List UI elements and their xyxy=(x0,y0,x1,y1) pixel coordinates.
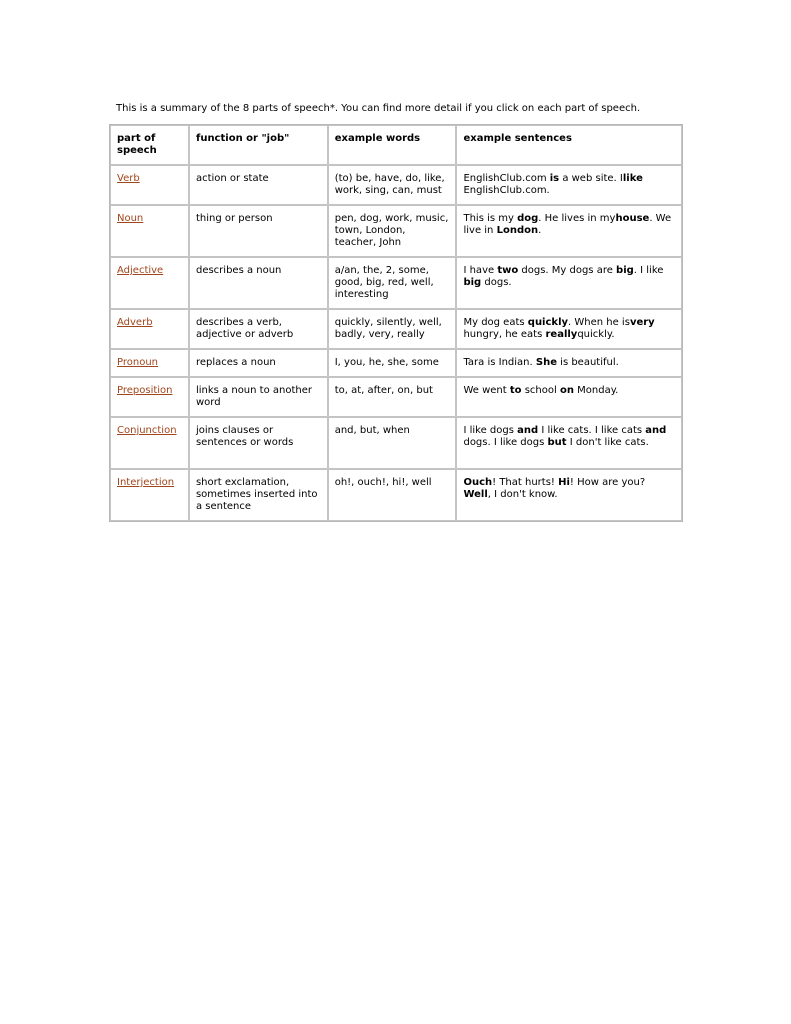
sentence-cell: EnglishClub.com is a web site. Ilike EnglishClub.com. xyxy=(456,165,682,205)
sentence-cell: I like dogs and I like cats. I like cats and dogs. I like dogs but I don't like cats. xyxy=(456,417,682,469)
part-cell xyxy=(110,469,189,521)
words-cell: oh!, ouch!, hi!, well xyxy=(328,469,457,521)
words-cell: a/an, the, 2, some, good, big, red, well, interesting xyxy=(328,257,457,309)
words-cell: quickly, silently, well, badly, very, really xyxy=(328,309,457,349)
words-cell: to, at, after, on, but xyxy=(328,377,457,417)
words-cell: (to) be, have, do, like, work, sing, can, must xyxy=(328,165,457,205)
words-cell: and, but, when xyxy=(328,417,457,469)
function-cell: describes a verb, adjective or adverb xyxy=(189,309,328,349)
part-cell xyxy=(110,257,189,309)
words-cell: I, you, he, she, some xyxy=(328,349,457,377)
part-cell xyxy=(110,165,189,205)
header-function: function or "job" xyxy=(189,125,328,165)
function-cell: replaces a noun xyxy=(189,349,328,377)
noun-link[interactable]: Noun xyxy=(117,213,144,224)
table-row xyxy=(110,257,682,309)
header-example-sentences: example sentences xyxy=(456,125,682,165)
table-row xyxy=(110,417,682,469)
interjection-link[interactable]: Interjection xyxy=(117,477,175,488)
function-cell: action or state xyxy=(189,165,328,205)
intro-text: This is a summary of the 8 parts of speech*. You can find more detail if you click on each part of speech. xyxy=(116,103,641,114)
sentence-cell: Tara is Indian. She is beautiful. xyxy=(456,349,682,377)
function-cell: describes a noun xyxy=(189,257,328,309)
sentence-cell: Ouch! That hurts! Hi! How are you? Well, I don't know. xyxy=(456,469,682,521)
function-cell: thing or person xyxy=(189,205,328,257)
pronoun-link[interactable]: Pronoun xyxy=(117,357,158,368)
header-part-of-speech: part of speech xyxy=(110,125,189,165)
table-row xyxy=(110,309,682,349)
table-row xyxy=(110,349,682,377)
sentence-cell: This is my dog. He lives in myhouse. We live in London. xyxy=(456,205,682,257)
table-row xyxy=(110,205,682,257)
function-cell: short exclamation, sometimes inserted into a sentence xyxy=(189,469,328,521)
part-cell xyxy=(110,417,189,469)
sentence-cell: My dog eats quickly. When he isvery hungry, he eats reallyquickly. xyxy=(456,309,682,349)
part-cell xyxy=(110,349,189,377)
table-row xyxy=(110,377,682,417)
adverb-link[interactable]: Adverb xyxy=(117,317,153,328)
table-row xyxy=(110,165,682,205)
header-example-words: example words xyxy=(328,125,457,165)
sentence-cell: We went to school on Monday. xyxy=(456,377,682,417)
words-cell: pen, dog, work, music, town, London, teacher, John xyxy=(328,205,457,257)
verb-link[interactable]: Verb xyxy=(117,173,140,184)
function-cell: joins clauses or sentences or words xyxy=(189,417,328,469)
adjective-link[interactable]: Adjective xyxy=(117,265,164,276)
part-cell xyxy=(110,377,189,417)
table-row xyxy=(110,469,682,521)
part-cell xyxy=(110,309,189,349)
preposition-link[interactable]: Preposition xyxy=(117,385,173,396)
function-cell: links a noun to another word xyxy=(189,377,328,417)
part-cell xyxy=(110,205,189,257)
header-row xyxy=(110,125,682,165)
sentence-cell: I have two dogs. My dogs are big. I like big dogs. xyxy=(456,257,682,309)
conjunction-link[interactable]: Conjunction xyxy=(117,425,177,436)
parts-of-speech-table xyxy=(109,124,683,522)
